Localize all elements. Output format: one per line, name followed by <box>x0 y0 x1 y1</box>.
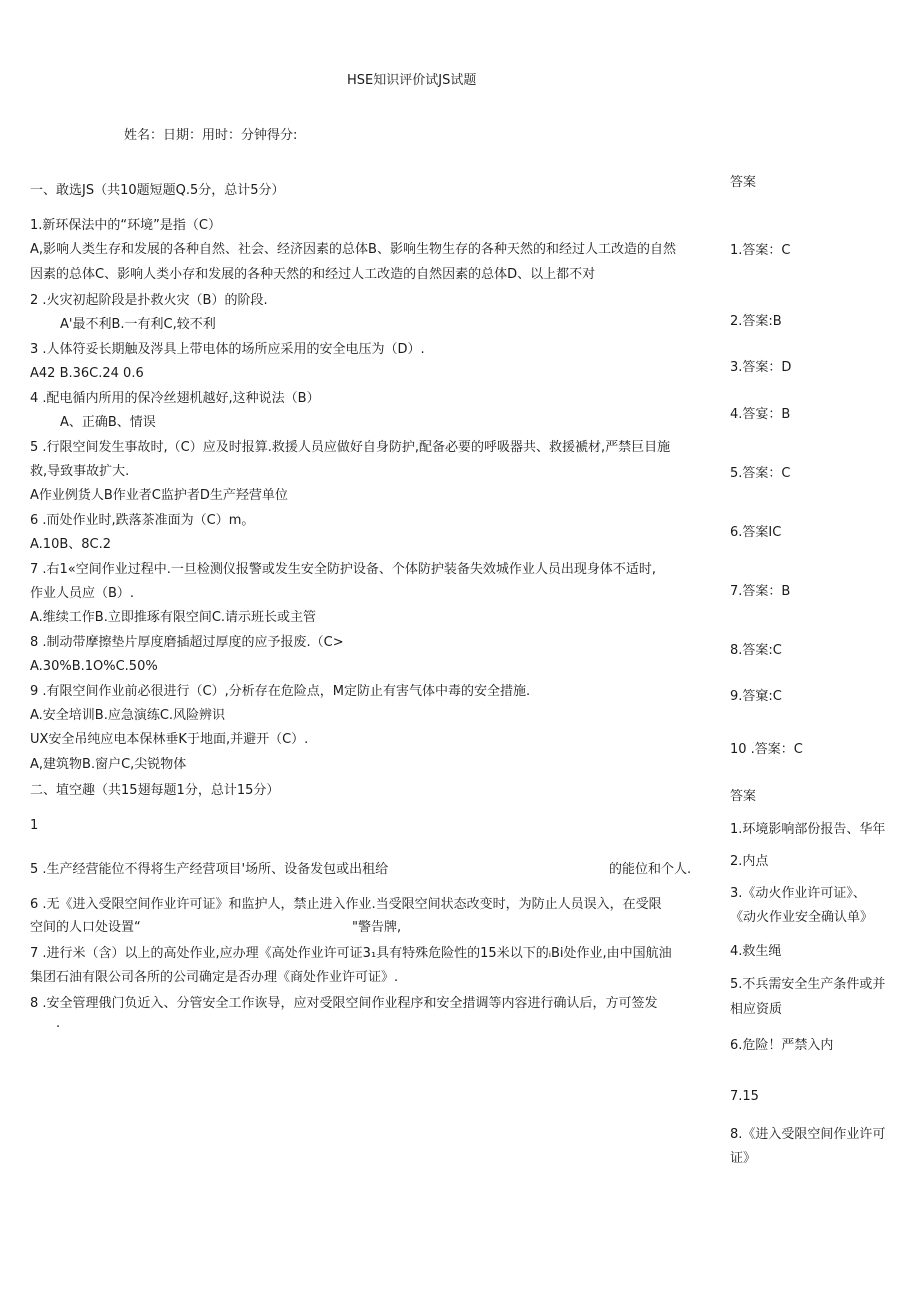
fill-answer-item: 7.15 <box>730 1089 759 1104</box>
question-line: A.维续工作B.立即推琢有限空间C.请示班长或主管 <box>30 610 317 625</box>
fill-answer-item: 3.《动火作业许可证》、 <box>730 886 866 901</box>
question-line: 救,导致事故扩大. <box>30 464 130 479</box>
section1-answer-heading: 答案 <box>730 175 757 190</box>
question-line: 8 .制动带摩擦垫片厚度磨插超过厚度的应予报废.（C> <box>30 635 344 650</box>
section1-heading: 一、敢选JS（共10题短题Q.5分，总计5分） <box>30 183 285 198</box>
page-title: HSE知识评价试JS试题 <box>347 73 477 88</box>
question-line: 6 .而处作业时,跌落茶准面为（C）m。 <box>30 513 255 528</box>
answer-item: 9.答窠:C <box>730 689 782 704</box>
section2-heading: 二、埴空趣（共15翅每题1分，总计15分） <box>30 783 280 798</box>
question-line: 1.新环保法中的“环境”是指（C） <box>30 218 221 233</box>
fill-answer-item: 证》 <box>730 1151 757 1166</box>
question-line: 7 .右1«空间作业过程中.一旦检测仪报警或发生安全防护设备、个体防护装备失效城作业人员出现身体不适时, <box>30 562 657 577</box>
fill-answer-item: 8.《进入受限空间作业许可 <box>730 1127 886 1142</box>
fill-answer-item: 5.不兵需安全生产条件或并 <box>730 977 886 992</box>
info-line: 姓名：日期：用时：分钟得分: <box>124 128 298 143</box>
fill-answer-item: 相应资质 <box>730 1002 783 1017</box>
fill-answer-item: 6.危险！严禁入内 <box>730 1038 834 1053</box>
question-line: 作业人员应（B）. <box>30 586 135 601</box>
fill-question-line: 1 <box>30 818 39 833</box>
fill-question-line: 5 .生产经营能位不得将生产经营项目'场所、设备发包或出租给 <box>30 862 389 877</box>
question-line: A,影响人类生存和发展的各种自然、社会、经济因素的总体B、影响生物生存的各种天然的和经过人工改造的自然 <box>30 242 676 257</box>
question-line: 4 .配电循内所用的保冷丝翅机越好,这种说法（B） <box>30 391 320 406</box>
fill-question-line: 6 .无《进入受限空间作业许可证》和监护人，禁止进入作业.当受限空间状态改变时，为防止人员误入，在受限 <box>30 897 662 912</box>
answer-item: 5.答案：C <box>730 466 791 481</box>
fill-question-line: "警告牌, <box>352 920 402 935</box>
question-line: 9 .有限空间作业前必很进行（C）,分析存在危险点，M定防止有害气体中毒的安全措施. <box>30 684 531 699</box>
answer-item: 2.答案:B <box>730 314 782 329</box>
answer-item: 4.答宴：B <box>730 407 791 422</box>
question-line: A,建筑物B.窗户C,尖锐物体 <box>30 757 187 772</box>
answer-item: 1.答案：C <box>730 243 791 258</box>
question-line: A'最不利B.一有利C,较不利 <box>60 317 216 332</box>
fill-answer-item: 1.环境影响部份报告、华年 <box>730 822 886 837</box>
fill-question-line: 7 .进行米（含）以上的高处作业,应办理《高处作业许可证3₁具有特殊危险性的15米以下的ᵢBi处作业,由中国航油 <box>30 946 672 961</box>
answer-item: 7.答案：B <box>730 584 791 599</box>
fill-answer-item: 4.救生绳 <box>730 944 782 959</box>
question-line: 5 .行限空间发生事故时,（C）应及时报算.救援人员应做好自身防护,配备必要的呼吸器共、救援褫材,严禁巨目施 <box>30 440 671 455</box>
fill-question-line: 8 .安全管理俄门负近入、分管安全工作诙导，应对受限空间作业程序和安全措调等内容进行确认后，方可签发 <box>30 996 658 1011</box>
answer-item: 8.答案:C <box>730 643 782 658</box>
fill-question-line: 空间的人口处设置“ <box>30 920 141 935</box>
question-line: 3 .人体符妥长期触及涔具上带电体的场所应采用的安全电压为（D）. <box>30 342 425 357</box>
question-line: 2 .火灾初起阶段是扑救火灾（B）的阶段. <box>30 293 268 308</box>
fill-question-line: 的能位和个人. <box>609 862 692 877</box>
answer-item: 6.答案IC <box>730 525 782 540</box>
question-line: A.10B、8C.2 <box>30 537 112 552</box>
question-line: A、正确B、情误 <box>60 415 156 430</box>
question-line: A42 B.36C.24 0.6 <box>30 366 144 381</box>
fill-answer-item: 2.内点 <box>730 854 769 869</box>
question-line: A.安全培训B.应急演练C.风险辨识 <box>30 708 226 723</box>
fill-question-line: . <box>56 1016 61 1031</box>
question-line: A.30%B.1O%C.50% <box>30 659 158 674</box>
fill-answer-item: 《动火作业安全确认单》 <box>730 910 874 925</box>
answer-item: 10 .答案：C <box>730 742 803 757</box>
section2-answer-heading: 答案 <box>730 789 757 804</box>
question-line: 因素的总体C、影响人类小存和发展的各种天然的和经过人工改造的自然因素的总体D、以上都不对 <box>30 267 596 282</box>
fill-question-line: 集团石油有限公司各所的公司确定是否办理《商处作业许可证》. <box>30 970 399 985</box>
answer-item: 3.答案：D <box>730 360 792 375</box>
question-line: A作业例货人B作业者C监护者D生产羟营单位 <box>30 488 288 503</box>
question-line: UX安全吊纯应电本保林垂K于地面,并避开（C）. <box>30 732 309 747</box>
